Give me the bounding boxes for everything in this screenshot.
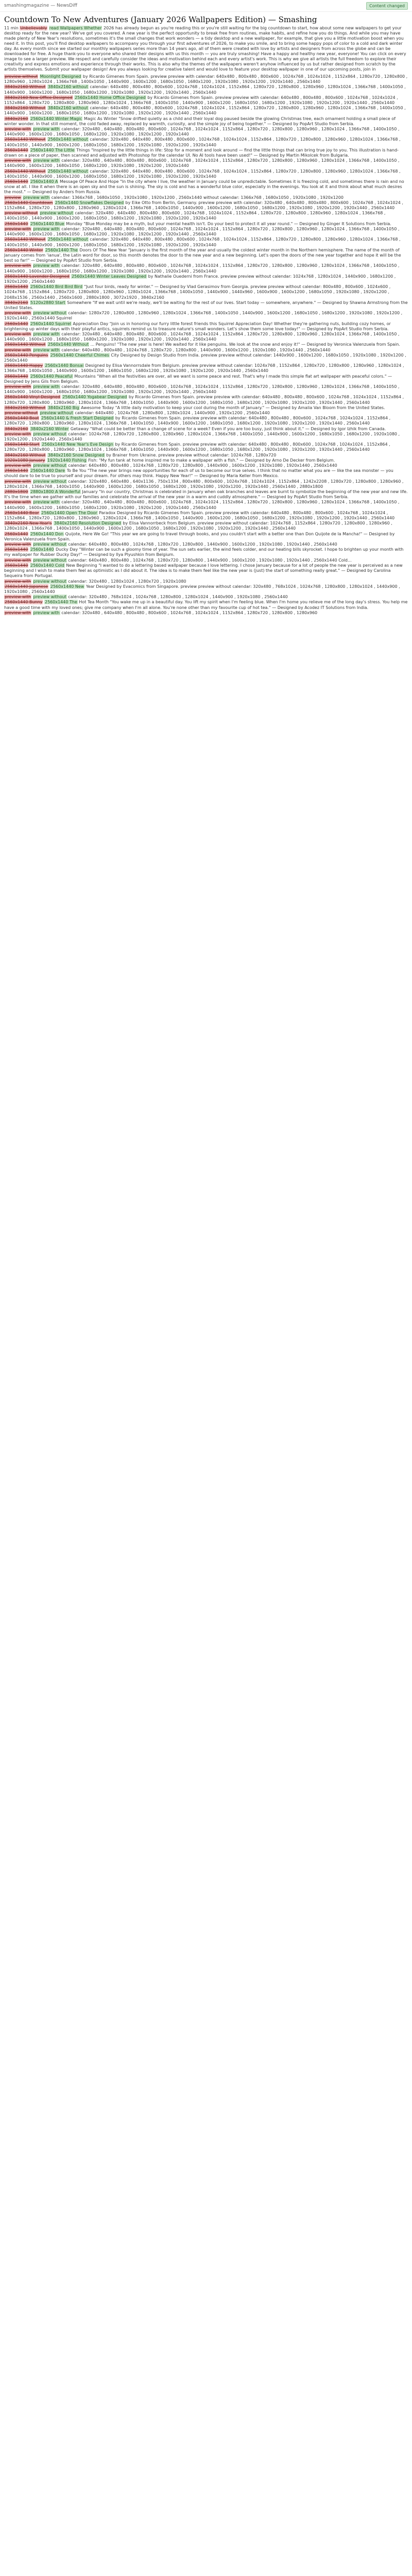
deleted-text: 2560x1440 Lavender Designed: [5, 274, 70, 279]
inserted-text: preview without: [33, 542, 66, 547]
deleted-text: 3840x2160: [5, 300, 28, 305]
inserted-text: 2560x1440 without: [47, 237, 88, 242]
inserted-text: preview with: [33, 500, 60, 505]
diff-section: [4, 374, 408, 384]
body-text: calendar: 640x480 , 800x480 , 800x600 , 1024x768 , 1024x1024 , 1152x864 , 1280x720 , 1280x800 , 1280x960 , 1280x1024 , 1366x768 , 1400x1050 , 1440x900 , 1600x1200 , 1680x1050 , 1680x1200 , 1920x1080 , 1920x1200 , 1920x1440 , 2560x1440: [4, 84, 406, 95]
body-text: calendar: 640x480 , 800x480 , 1024x768 , 1280x720 , 1280x800 , 1440x900 , 1600x1200 , 1920x1080 , 1920x1440 , 2560x1440 Cold...: [66, 557, 352, 563]
body-text: City Designed by Design Studio from India. preview preview without calendar: 1440x900 , 1600x1200 , 1680x1050 , 1920x1080 , 1920x1200 , 2560x1440: [4, 352, 406, 363]
diff-section: [4, 547, 408, 557]
deleted-text: 2560x1440 Japanese: [5, 584, 48, 589]
inserted-text: 2560x1440 Bird Bird Bird: [30, 284, 82, 290]
inserted-text: 2560x1440 The Little: [30, 147, 75, 152]
diff-section: [4, 384, 408, 395]
diff-section: [4, 453, 408, 458]
deleted-text: preview with: [5, 463, 31, 468]
diff-section: [4, 558, 408, 563]
inserted-text: 2560x1440 New: [50, 584, 84, 589]
diff-section: [4, 584, 408, 595]
inserted-text: preview without: [33, 311, 66, 316]
deleted-text: 2560x1440: [5, 563, 28, 568]
diff-section: [4, 468, 408, 479]
inserted-text: preview without: [40, 411, 73, 415]
inserted-text: 2560x1440 Blue: [30, 221, 64, 226]
deleted-text: preview with: [5, 158, 31, 163]
deleted-text: preview with: [5, 557, 31, 563]
inserted-text: read Wallpapers Whether: [49, 26, 102, 30]
diff-section: [4, 227, 408, 237]
inserted-text: 2560x1440 Home Office Designed: [75, 95, 146, 100]
body-text: by Eike Otto from Berlin, Germany. preview preview with calendar: 320x480 , 640x480 , 800x480 , 800x600 , 1024x768 , 1024x1024 , 1152x864 , 1280x720 , 1280x800 , 1280x960 , 1280x1024 , 1366x768 , 1400x1050 , 1440x900 , 1600x1200 , 1680x1050 , 1680x1200 , 1920x1080 , 1920x1200 , 1920x1440 , 2560x1440: [4, 200, 403, 211]
diff-section: [4, 411, 408, 416]
deleted-text: preview with: [5, 384, 31, 389]
body-text: Getaway "What could be better than a change of scene for a week? Even if you are too busy, just think about it." — Designed by Igor Izhik from Canada.: [69, 426, 386, 431]
inserted-text: 2560x1440 Don: [30, 531, 64, 536]
body-text: calendar: 320x480 , 640x480 , 800x480 , 800x600 , 1024x768 , 1024x1024 , 1152x864 , 1280x720 , 1280x800 , 1280x960 , 1280x1024 , 1366x768 , 1400x1050 , 1440x900 , 1600x1200 , 1680x1050 , 1680x1200 , 1920x1080 , 1920x1200 , 1920x1440: [4, 127, 400, 137]
body-text: Designed by Elisa Vannorrsdale from Belgium. preview preview without calendar: 1024x768 , 1152x864 , 1280x720 , 1280x800 , 1280x960 , 1280x1024 , 1366x768 , 1400x1050 , 1440x900 , 1600x1200 , 1680x1050 , 1680x1200 , 1920x1080 , 1920x1200 , 1920x1440 , 2560x1440: [4, 363, 404, 374]
status-badge: Content changed: [366, 2, 408, 10]
deleted-text: 2560x1440 Boat: [5, 416, 39, 421]
deleted-text: preview with: [5, 311, 31, 316]
deleted-text: 2560x1440 Winter: [5, 247, 43, 252]
deleted-text: 2560x1440: [5, 321, 28, 326]
deleted-text: 2560x1440: [5, 221, 28, 226]
inserted-text: 2560x1440 The: [45, 247, 78, 252]
inserted-text: 2560x1440 without: [47, 137, 88, 142]
inserted-text: 2560x1440 Dare: [30, 468, 65, 473]
inserted-text: 3840x2160 without: [47, 84, 88, 90]
deleted-text: 2560x1440 Without: [5, 342, 46, 347]
body-text: calendar: 1024x768 , 1280x720 , 1280x800 , 1280x960 , 1280x1024 , 1366x768 , 1400x1050 , 1440x900 , 1600x1200 , 1680x1050 , 1680x1200 , 1920x1080 , 1920x1200 , 1920x1440 , 2560x1440: [4, 431, 400, 442]
deleted-text: 3840x2160: [5, 116, 28, 121]
body-text: by Nathalie Ouederni from France. preview preview without calendar: 1024x768 , 1280x1024 , 1440x900 , 1680x1200 , 1920x1200 , 2560x1440: [4, 274, 396, 284]
diff-section: [4, 427, 408, 432]
inserted-text: preview without: [33, 579, 66, 584]
body-text: Monday "Blue Monday may be a myth, but your mental health isn't. Do your best to protect it all year round." — Designed by Ginger It Solutions from Serbia.: [64, 221, 391, 226]
deleted-text: preview with: [5, 579, 31, 584]
intro-prefix: 11 min: [4, 26, 19, 30]
body-text: To Be You "The new year brings new opportunities for each of us to become our true selves. I think that no matter what you are — like the sea monster — you should dare to be true to yourself and your dream. For others may think. Happy New Year!" — Designed by Maria Keller from Mexico.: [4, 468, 393, 479]
inserted-text: 2560x1440 Snowflakes Designed: [55, 200, 124, 205]
body-text: Year Designed by Evacomics from Singapore. preview preview without calendar: 320x480 , 768x1024 , 1024x768 , 1280x800 , 1280x1024 , 1440x900 , 1920x1080 , 2560x1440: [4, 584, 400, 594]
deleted-text: 2560x1440: [5, 531, 28, 536]
diff-section: [4, 222, 408, 227]
body-text: by Ricardo Gimenes from Spain. preview preview with calendar: 640x480 , 800x480 , 800x600 , 1024x768 , 1024x1024 , 1152x864 , 1280x720 , 1280x800 , 1280x960 , 1280x1024 , 1366x768 , 1400x1050 , 1440x900 , 1600x1200 , 1680x1050 , 1680x1200 , 1920x1080 , 1920x1200 , 1920x1440 , 2560x1440: [4, 95, 398, 106]
body-text: calendar: 640x480 , 800x480 , 1024x768 , 1280x720 , 1280x800 , 1440x900 , 1600x1200 , 1920x1080 , 1920x1440 , 2560x1440: [60, 347, 331, 352]
body-text: calendar: 320x480 , 640x480 , 640x1136 , 750x1334 , 800x480 , 800x600 , 1024x768 , 1024x1024 , 1152x864 , 1242x2208 , 1280x720 , 1280x800 , 1280x960 , 1280x1024 , 1366x768 , 1400x1050 , 1440x900 , 1600x1200 , 1680x1050 , 1680x1200 , 1920x1080 , 1920x1200 , 1920x1440 , 2560x1440 , 2880x1800: [4, 479, 404, 489]
inserted-text: preview without: [40, 211, 73, 216]
deleted-text: 3840x2160 New Year's: [5, 521, 52, 526]
body-text: calendar: 320x480 , 640x480 , 800x480 , 800x600 , 1024x768 , 1024x1024 , 1152x864 , 1280x720 , 1280x800 , 1280x960 , 1280x1024 , 1366x768 , 1400x1050 , 1440x900 , 1600x1200 , 1680x1050 , 1680x1200 , 1920x1080 , 1920x1200 , 1920x1440: [4, 158, 400, 168]
inserted-text: preview without: [33, 431, 66, 436]
diff-section: [4, 458, 408, 463]
deleted-text: preview with: [5, 331, 31, 336]
body-text: calendar: 320x480 , 640x480 , 800x480 , 800x600 , 1024x768 , 1024x1024 , 1152x864 , 1280x720 , 1280x800 , 1280x960 , 1280x1024 , 1366x768 , 1400x1050 , 1440x900 , 1600x1200 , 1680x1050 , 1680x1200 , 1920x1080 , 1920x1200 , 1920x1440 , 2560x1440: [4, 226, 400, 237]
deleted-text: preview with: [5, 500, 31, 505]
diff-section: [4, 195, 408, 200]
deleted-text: 2560x1440 Vinyl Designed: [5, 395, 60, 400]
deleted-text: preview with: [5, 595, 31, 600]
intro-text: 2026 has already begun as you're reading this or you're still waiting for the big countdown to start, how about some new wallpapers to get your desktop ready for the new year? We've got you covered. A new year is the perfect opportunity to break free from routines, make habits, and refine how you do things. And while you may have made plenty of New Year's resolutions, sometimes it's the small changes that work wonders — a tidy desktop and a new wallpaper, for example, that give you a little motivation boost when you need it. In this post, you'll find desktop wallpapers to accompany you through your first adventures of 2026, to make you smile, and to bring some happy pops of color to a cold and dark winter day. As every month since we started our monthly wallpapers series more than 14 years ago, all of them were created with love by artists and designers from across the globe and can be downloaded for free. A huge thank-you to everyone who shared their designs with us this month — you are truly smashing! Have a happy and healthy new year, everyone! You can click on every image to see a larger preview. We respect and carefully consider the ideas and motivation behind each and every artist's work. This is why we give all artists the full freedom to explore their creativity and express emotions and experience through their works. This is also why the themes of the wallpapers weren't anyhow influenced by us but rather designed from scratch by the artists themselves. Submit your wallpaper design! Are you always looking for creative talent and would love to feature your desktop wallpaper in one of our upcoming posts, join in: [4, 26, 406, 72]
body-text: calendar: 320x480 , 640x480 , 800x480 , 800x600 , 1024x768 , 1024x1024 , 1152x864 , 1280x720 , 1280x800 , 1280x960 , 1280x1024 , 1366x768 , 1400x1050 , 1440x900 , 1600x1200 , 1680x1050 , 1680x1200 , 1920x1080 , 1920x1200 , 1920x1440: [4, 211, 386, 221]
body-text: calendar: 320x480 , 640x480 , 800x480 , 800x600 , 1024x768 , 1024x1024 , 1152x864 , 1280x720 , 1280x800 , 1280x960: [60, 610, 318, 615]
diff-section: [4, 106, 408, 116]
deleted-text: 2560x1440 Penguins: [5, 352, 48, 358]
inserted-text: 2560x1440 without: [47, 168, 88, 174]
diff-section: [4, 395, 408, 405]
diff-section: [4, 500, 408, 510]
page-title: Countdown To New Adventures (January 2026 Wallpapers Edition) — Smashing: [4, 15, 317, 24]
body-text: calendar: 640x480 , 800x480 , 1024x768 , 1280x720 , 1280x800 , 1440x900 , 1600x1200 , 1920x1080 , 1920x1440 , 2560x1440: [66, 542, 337, 547]
body-text: calendar: 320x480 , 640x480 , 800x480 , 800x600 , 1024x768 , 1024x1024 , 1152x864 , 1280x720 , 1280x800 , 1280x960 , 1280x1024 , 1366x768 , 1400x1050 , 1440x900 , 1600x1200 , 1680x1050 , 1680x1200 , 1920x1080 , 1920x1200 , 1920x1440: [4, 237, 401, 247]
deleted-text: preview with: [5, 226, 31, 231]
deleted-text: 2560x1440: [5, 374, 28, 379]
body-text: by Ricardo Gimenes from Spain. preview preview with calendar: 640x480 , 800x480 , 800x600 , 1024x768 , 1024x1024 , 1152x864 , 1280x720 , 1280x800 , 1280x960 , 1280x1024 , 1366x768 , 1400x1050 , 1440x900 , 1600x1200 , 1680x1050 , 1680x1200 , 1920x1080 , 1920x1200 , 1920x1440 , 2560x1440: [4, 416, 391, 426]
deleted-text: 2880x1800: [5, 489, 28, 495]
deleted-text: preview with: [5, 479, 31, 484]
deleted-text: 3840x2160 Without: [5, 84, 46, 90]
deleted-text: preview with: [5, 431, 31, 436]
inserted-text: 2560x1440 Squirrel: [30, 321, 71, 326]
inserted-text: preview with: [33, 158, 60, 163]
diff-section: [4, 489, 408, 500]
deleted-text: 3840x2160: [5, 426, 28, 431]
deleted-text: preview without: [5, 74, 38, 79]
body-text: by Brainer from Ukraine. preview preview without calendar: 1024x768 , 1280x720: [105, 452, 277, 457]
diff-section: [4, 84, 408, 95]
diff-section: [4, 127, 408, 137]
deleted-text: 2560x1440: [5, 179, 28, 184]
diff-section: [4, 511, 408, 521]
deleted-text: 2560x1440: [5, 547, 28, 552]
deleted-text: Unbelievably: [20, 26, 47, 30]
body-text: calendar: 1366x768 , 1680x1050 , 1920x1080 , 1920x1200 , 2560x1440 without calendar: 1366x768 , 1680x1050 , 1920x1080 , 1920x1200: [50, 195, 344, 200]
diff-section: [4, 595, 408, 600]
inserted-text: 2560x1440 & Fresh Start Designed: [41, 416, 114, 421]
inserted-text: 3840x2160 Resolution Designed: [54, 521, 121, 526]
body-text: calendar: 320x480 , 768x1024 , 1024x768 , 1280x800 , 1280x1024 , 1440x900 , 1920x1080 , 2560x1440: [66, 595, 288, 600]
intro-paragraph: [4, 26, 408, 72]
body-text: by Ricardo Gimenes from Spain. preview preview with calendar: 640x480 , 800x480 , 800x600 , 1024x768 , 1024x1024 , 1152x864 , 1280x720 , 1280x800 , 1280x960 , 1280x1024 , 1366x768 , 1400x1050 , 1440x900 , 1600x1200 , 1680x1050 , 1680x1200 , 1920x1080 , 1920x1200 , 1920x1440 , 2560x1440: [4, 74, 408, 84]
deleted-text: 2560x1440 Start: [5, 442, 40, 447]
diff-section: [4, 95, 408, 106]
diff-section: [4, 321, 408, 332]
deleted-text: 3840x2160 Without: [5, 106, 46, 111]
deleted-text: 2560x1440 Without: [5, 137, 46, 142]
deleted-text: preview without: [5, 211, 38, 216]
body-text: Somewhere "If we wait until we're ready, we'll be waiting for the rest of our lives. Start today — somewhere, anywhere." — Designed by Shawna Armstrong from the United States.: [4, 300, 408, 310]
inserted-text: 3840x2160 Snow Designed: [47, 452, 105, 457]
diff-section: [4, 237, 408, 247]
inserted-text: preview with: [33, 127, 60, 132]
inserted-text: preview with: [33, 610, 60, 615]
deleted-text: preview with: [5, 347, 31, 352]
inserted-text: preview with: [23, 195, 50, 200]
inserted-text: 2560x1440 A: [30, 179, 58, 184]
inserted-text: preview with: [33, 226, 60, 231]
body-text: Hot Tea Month "You wake me up in a beautiful day. You lift my spirit when I'm feeling blue. When I'm home you relieve me of the long day's stress. You help me have a good time with my loved ones; give me company when I'm all alone. You're none other than my favourite cup of hot tea." — Designed by Acodez IT Solutions from India.: [4, 600, 408, 610]
deleted-text: 2560x1440 Countdown: [5, 200, 53, 205]
diff-page: [0, 15, 412, 616]
diff-section: [4, 200, 408, 211]
deleted-text: 2560x1440 Without: [5, 168, 46, 174]
diff-section: [4, 600, 408, 610]
inserted-text: preview without: [33, 595, 66, 600]
diff-section: [4, 405, 408, 411]
deleted-text: preview without: [5, 411, 38, 415]
body-text: calendar: 320x480 , 640x480 , 800x480 , 800x600 , 1024x768 , 1024x1024 , 1152x864 , 1280x720 , 1280x800 , 1280x960 , 1280x1024 , 1366x768 , 1400x1050 , 1440x900 , 1600x1200 , 1680x1050 , 1680x1200 , 1920x1080 , 1920x1200 , 1920x1440 , 2560x1440: [4, 263, 400, 274]
diff-section: [4, 158, 408, 168]
inserted-text: preview with: [33, 347, 60, 352]
body-text: calendar: 640x480 , 1024x768 , 1280x800 , 1280x1024 , 1440x900 , 1920x1200 , 2560x1440: [73, 411, 270, 415]
inserted-text: 2560x1440 Without: [47, 342, 89, 347]
inserted-text: 1920x1440 Fishing: [47, 457, 87, 463]
diff-section: [4, 563, 408, 579]
deleted-text: 2560x1440 Bunny: [5, 600, 43, 605]
inserted-text: preview without: [33, 463, 66, 468]
deleted-text: preview: [5, 195, 21, 200]
inserted-text: 2560x1440 Peaceful: [30, 374, 73, 379]
body-text: Paradox Designed by Ricardo Gimenes from Spain. preview preview with calendar: 640x480 , 800x480 , 800x600 , 1024x768 , 1024x1024 , 1152x864 , 1280x720 , 1280x800 , 1280x960 , 1280x1024 , 1366x768 , 1400x1050 , 1440x900 , 1600x1200 , 1680x1050 , 1680x1200 , 1920x1080 , 1920x1200 , 1920x1440 , 2560x1440: [4, 510, 395, 521]
inserted-text: 2560x1440 New Year's Eve Design: [42, 442, 113, 447]
body-text: calendar: 320x480 , 640x480 , 800x480 , 800x600 , 1024x768 , 1024x1024 , 1152x864 , 1280x720 , 1280x800 , 1280x960 , 1280x1024 , 1366x768 , 1400x1050 , 1440x900 , 1600x1200 , 1680x1050 , 1680x1200 , 1920x1080 , 1920x1200 , 1920x1440 , 2560x1440: [4, 384, 400, 395]
inserted-text: Moonlight Designed: [40, 74, 81, 79]
diff-section: [4, 148, 408, 158]
diff-section: [4, 342, 408, 347]
diff-section: [4, 179, 408, 195]
body-text: January "In our country, Christmas is celebrated in January when oak branches and leaves are burnt to symbolize the beginning of the new year and new life. It's the time when we gather with our families and celebrate the arrival of the new year in a warm and cuddly atmosphere." — Designed by PopArt Studio from Serbia.: [4, 489, 408, 500]
body-text: calendar: 1280x720 , 1280x800 , 1280x960 , 1280x1024 , 1366x768 , 1400x1050 , 1440x900 , 1600x1200 , 1680x1050 , 1680x1200 , 1920x1080 , 1920x1200 , 1920x1440 , 2560x1440 Squirrel: [4, 311, 403, 321]
inserted-text: 5120x2880 Start: [30, 300, 65, 305]
deleted-text: 2560x1440: [5, 468, 28, 473]
body-text: Doors Of The New Year "January is the first month of the year and usually the coldest winter month in the Northern hemisphere. The name of the month of January comes from 'ianua', the Latin word for door, so this month denotes the door to the new year and a new beginning. Let's open the doors of the new year together and hope it will be the best so far!" — Designed by PopArt Studio from Serbia.: [4, 247, 401, 263]
deleted-text: preview with: [5, 127, 31, 132]
body-text: Quijote, Here We Go! "This year we are going to travel through books, and you couldn't start with a better one than Don Quijote de la Mancha!" — Designed by Veronica Valenzuela from Spain.: [4, 531, 395, 541]
body-text: "Just four birds, ready for winter." — Designed by Vlad Gerasimov from Georgia. preview preview without calendar: 800x480 , 800x600 , 1024x600 , 1024x768 , 1152x864 , 1280x720 , 1280x800 , 1280x960 , 1280x1024 , 1366x768 , 1400x1050 , 1440x900 , 1440x960 , 1600x900 , 1600x1200 , 1680x1050 , 1920x1080 , 1920x1200 , 2048x1536 , 2560x1440 , 2560x1600 , 2880x1800 , 3072x1920 , 3840x2160: [4, 284, 391, 300]
diff-section: [4, 263, 408, 274]
inserted-text: preview without: [33, 557, 66, 563]
top-bar: [0, 0, 412, 12]
body-text: calendar: 320x480 , 640x480 , 800x480 , 800x600 , 1024x768 , 1024x1024 , 1152x864 , 1280x720 , 1280x800 , 1280x960 , 1280x1024 , 1366x768 , 1400x1050 , 1440x900 , 1600x1200 , 1680x1050 , 1680x1200 , 1920x1080 , 1920x1200 , 1920x1440 , 2560x1440: [4, 500, 400, 510]
diff-section: [4, 74, 408, 84]
deleted-text: 3840x2160 Without: [5, 405, 46, 410]
body-text: Awesome Today "A little daily motivation to keep your cool during the month of January." — Designed by Amalia Van Bloom from the United States.: [79, 405, 385, 410]
body-text: Magic As Winter "Snow drifted quietly as a child and their loyal dog paused beside the glowing Christmas tree, each ornament holding a small piece of winter wonder. In that still moment, the cold faded away, replaced by warmth, curiosity, and the simple joy of being together." — Designed by PopArt Studio from Serbia.: [4, 116, 396, 126]
inserted-text: 2560x1440 Cold: [30, 563, 64, 568]
diff-section: [4, 521, 408, 531]
diff-section: [4, 284, 408, 300]
body-text: calendar: 320x480 , 640x480 , 800x480 , 800x600 , 1024x768 , 1024x1024 , 1152x864 , 1280x720 , 1280x800 , 1280x960 , 1280x1024 , 1366x768 , 1400x1050 , 1440x900 , 1600x1200 , 1680x1050 , 1680x1200 , 1920x1080 , 1920x1200 , 1920x1440: [4, 168, 401, 179]
diff-section: [4, 248, 408, 264]
body-text: Ducky Day "Winter can be such a gloomy time of year. The sun sets earlier, the wind feels colder, and our heating bills skyrocket. I hope to brighten up your month with my wallpaper for Rubber Ducky Day!" — Designed by Ilya Plyushkin from Belgium.: [4, 547, 404, 557]
body-text: ... Penguins! "The new year is here! We waited for it like penguins. We look at the snow and enjoy it!" — Designed by Veronica Valenzuela from Spain.: [89, 342, 400, 347]
diff-section: [4, 542, 408, 547]
diff-section: [4, 579, 408, 584]
deleted-text: 3840x2160 Without: [5, 452, 46, 457]
diff-section: [4, 416, 408, 426]
inserted-text: 2560x1440 Bonsai: [45, 363, 84, 368]
deleted-text: preview with: [5, 263, 31, 268]
deleted-text: 2560x1440 Happy: [5, 363, 43, 368]
inserted-text: 2560x1440 Open The Door: [41, 510, 97, 515]
body-text: Mountains "When all the festivities are over, all we want is some peace and rest. That's why I made this simple flat art wallpaper with peaceful colors." — Designed by Jens Gils from Belgium.: [4, 374, 392, 384]
deleted-text: 1920x1080 January: [5, 457, 45, 463]
deleted-text: 2560x1440: [5, 147, 28, 152]
diff-section: [4, 432, 408, 442]
deleted-text: 2560x1440 Without: [5, 237, 46, 242]
diff-section: [4, 137, 408, 147]
diff-section: [4, 363, 408, 374]
diff-section: [4, 463, 408, 468]
body-text: Fish: "My fun tank at home inspired me to make a wallpaper with a fish." — Designed by Arno De Decker from Belgium.: [87, 457, 335, 463]
deleted-text: 2560x1440 Bear: [5, 510, 39, 515]
body-text: calendar: 640x480 , 800x480 , 1024x768 , 1280x720 , 1280x800 , 1440x900 , 1600x1200 , 1920x1080 , 1920x1440 , 2560x1440: [66, 463, 337, 468]
deleted-text: 2560x1440: [5, 284, 28, 290]
diff-section: [4, 211, 408, 221]
body-text: calendar: 320x480 , 640x480 , 800x480 , 800x600 , 1024x768 , 1024x1024 , 1152x864 , 1280x720 , 1280x800 , 1280x960 , 1280x1024 , 1366x768 , 1400x1050 , 1440x900 , 1600x1200 , 1680x1050 , 1680x1200 , 1920x1080 , 1920x1200 , 1920x1440: [4, 137, 401, 147]
diff-section: [4, 348, 408, 353]
diff-section: [4, 116, 408, 127]
deleted-text: preview with: [5, 542, 31, 547]
inserted-text: 2560x1440: [30, 547, 54, 552]
body-text: Things "Inspired by the little things in life: Stop for a moment and look around — find the little things that can bring true joy to you. This illustration is hand-drawn on a piece of paper, then scanned and adjusted with Photoshop for the calendar UI. No AI tools have been used!" — Designed by Martin Mikolcek from Bulgaria.: [4, 147, 399, 158]
body-text: by Ricardo Gimenes from Spain. preview preview with calendar: 640x480 , 800x480 , 800x600 , 1024x768 , 1024x1024 , 1152x864 , 1280x720 , 1280x800 , 1280x960 , 1280x1024 , 1366x768 , 1400x1050 , 1440x900 , 1600x1200 , 1680x1050 , 1680x1200 , 1920x1080 , 1920x1200 , 1920x1440 , 2560x1440: [4, 395, 404, 405]
inserted-text: preview with: [33, 263, 60, 268]
body-text: by Elisa Vannorrbeck from Belgium. preview preview without calendar: 1024x768 , 1152x864 , 1280x720 , 1280x800 , 1280x960 , 1280x1024 , 1366x768 , 1400x1050 , 1440x900 , 1600x1200 , 1680x1050 , 1680x1200 , 1920x1080 , 1920x1200 , 1920x1440 , 2560x1440: [4, 521, 392, 531]
inserted-text: 3840x2160 Big: [47, 405, 79, 410]
diff-section: [4, 353, 408, 363]
diff-section: [4, 611, 408, 616]
diff-section: [4, 300, 408, 311]
deleted-text: 3840x2160 New Office Designed: [5, 95, 73, 100]
diff-section: [4, 442, 408, 452]
inserted-text: 2880x1800 A Wonderful: [30, 489, 80, 495]
body-text: New Beginning "I wanted to do a lettering based wallpaper because I love lettering. I chose January because for a lot of people the new year is perceived as a new beginning and I wish to make them feel as optimistic as I did about it. The idea is to make them feel like the new year is (just) the start of something really great." — Designed by Carolina Sequeira from Portugal.: [4, 563, 403, 579]
inserted-text: preview without: [33, 479, 66, 484]
body-text: Appreciation Day "Join us in honoring our furry little forest friends this Squirrel Appreciation Day! Whether they're gathering nuts, building cozy homes, or brightening up winter days with their playful antics, squirrels remind us to treasure nature's small wonders. Let's show them some love today!" — Designed by PopArt Studio from Serbia.: [4, 321, 391, 331]
inserted-text: 2560x1440 Cheerful Chimes: [50, 352, 109, 358]
diff-section: [4, 479, 408, 489]
deleted-text: preview with: [5, 610, 31, 615]
diff-section: [4, 532, 408, 542]
body-text: calendar: 320x480 , 640x480 , 800x480 , 800x600 , 1024x768 , 1024x1024 , 1152x864 , 1280x720 , 1280x800 , 1280x960 , 1280x1024 , 1366x768 , 1400x1050 , 1440x900 , 1600x1200 , 1680x1050 , 1680x1200 , 1920x1080 , 1920x1200 , 1920x1440 , 2560x1440: [4, 331, 400, 342]
inserted-text: 2560x1440 Winter Magic: [30, 116, 82, 121]
diff-body: [4, 74, 408, 616]
diff-section: [4, 169, 408, 179]
inserted-text: 3840x2160 Winter: [30, 426, 69, 431]
body-text: calendar: 320x480 , 1280x1024 , 1280x720 , 1920x1080: [66, 579, 186, 584]
body-text: by Ricardo Gimenes from Spain. preview preview with calendar: 640x480 , 800x480 , 800x600 , 1024x768 , 1024x1024 , 1152x864 , 1280x720 , 1280x800 , 1280x960 , 1280x1024 , 1366x768 , 1400x1050 , 1440x900 , 1600x1200 , 1680x1050 , 1680x1200 , 1920x1080 , 1920x1200 , 1920x1440 , 2560x1440: [4, 442, 390, 452]
diff-section: [4, 311, 408, 321]
body-text: Message Of Peace And Hope "In the city where I live, the weather in January could be unpredictable. Sometimes it is freezing cold, and sometimes there is rain and no snow at all. I like it when there is an open sky and the sun is shining. The sky is cold and has a wonderful blue color, especially in the evenings. You look at it and think about what much desires the most." — Designed by Anders from Russia.: [4, 179, 404, 195]
body-text: calendar: 640x480 , 800x480 , 800x600 , 1024x768 , 1024x1024 , 1152x864 , 1280x720 , 1280x800 , 1280x960 , 1280x1024 , 1366x768 , 1400x1050 , 1440x900 , 1600x1200 , 1680x1050 , 1680x1200 , 1920x1080 , 1920x1200 , 1920x1440 , 2560x1440: [4, 106, 406, 116]
inserted-text: preview with: [33, 331, 60, 336]
site-label: smashingmagazine — NewsDiff: [4, 3, 77, 8]
inserted-text: 3840x2160 without: [47, 106, 88, 111]
inserted-text: 2560x1440 The: [44, 600, 77, 605]
diff-section: [4, 274, 408, 284]
diff-section: [4, 332, 408, 342]
inserted-text: preview with: [33, 384, 60, 389]
inserted-text: 2560x1440 Winter Leaves Designed: [72, 274, 147, 279]
inserted-text: 2560x1440 Yogabear Designed: [62, 395, 127, 400]
